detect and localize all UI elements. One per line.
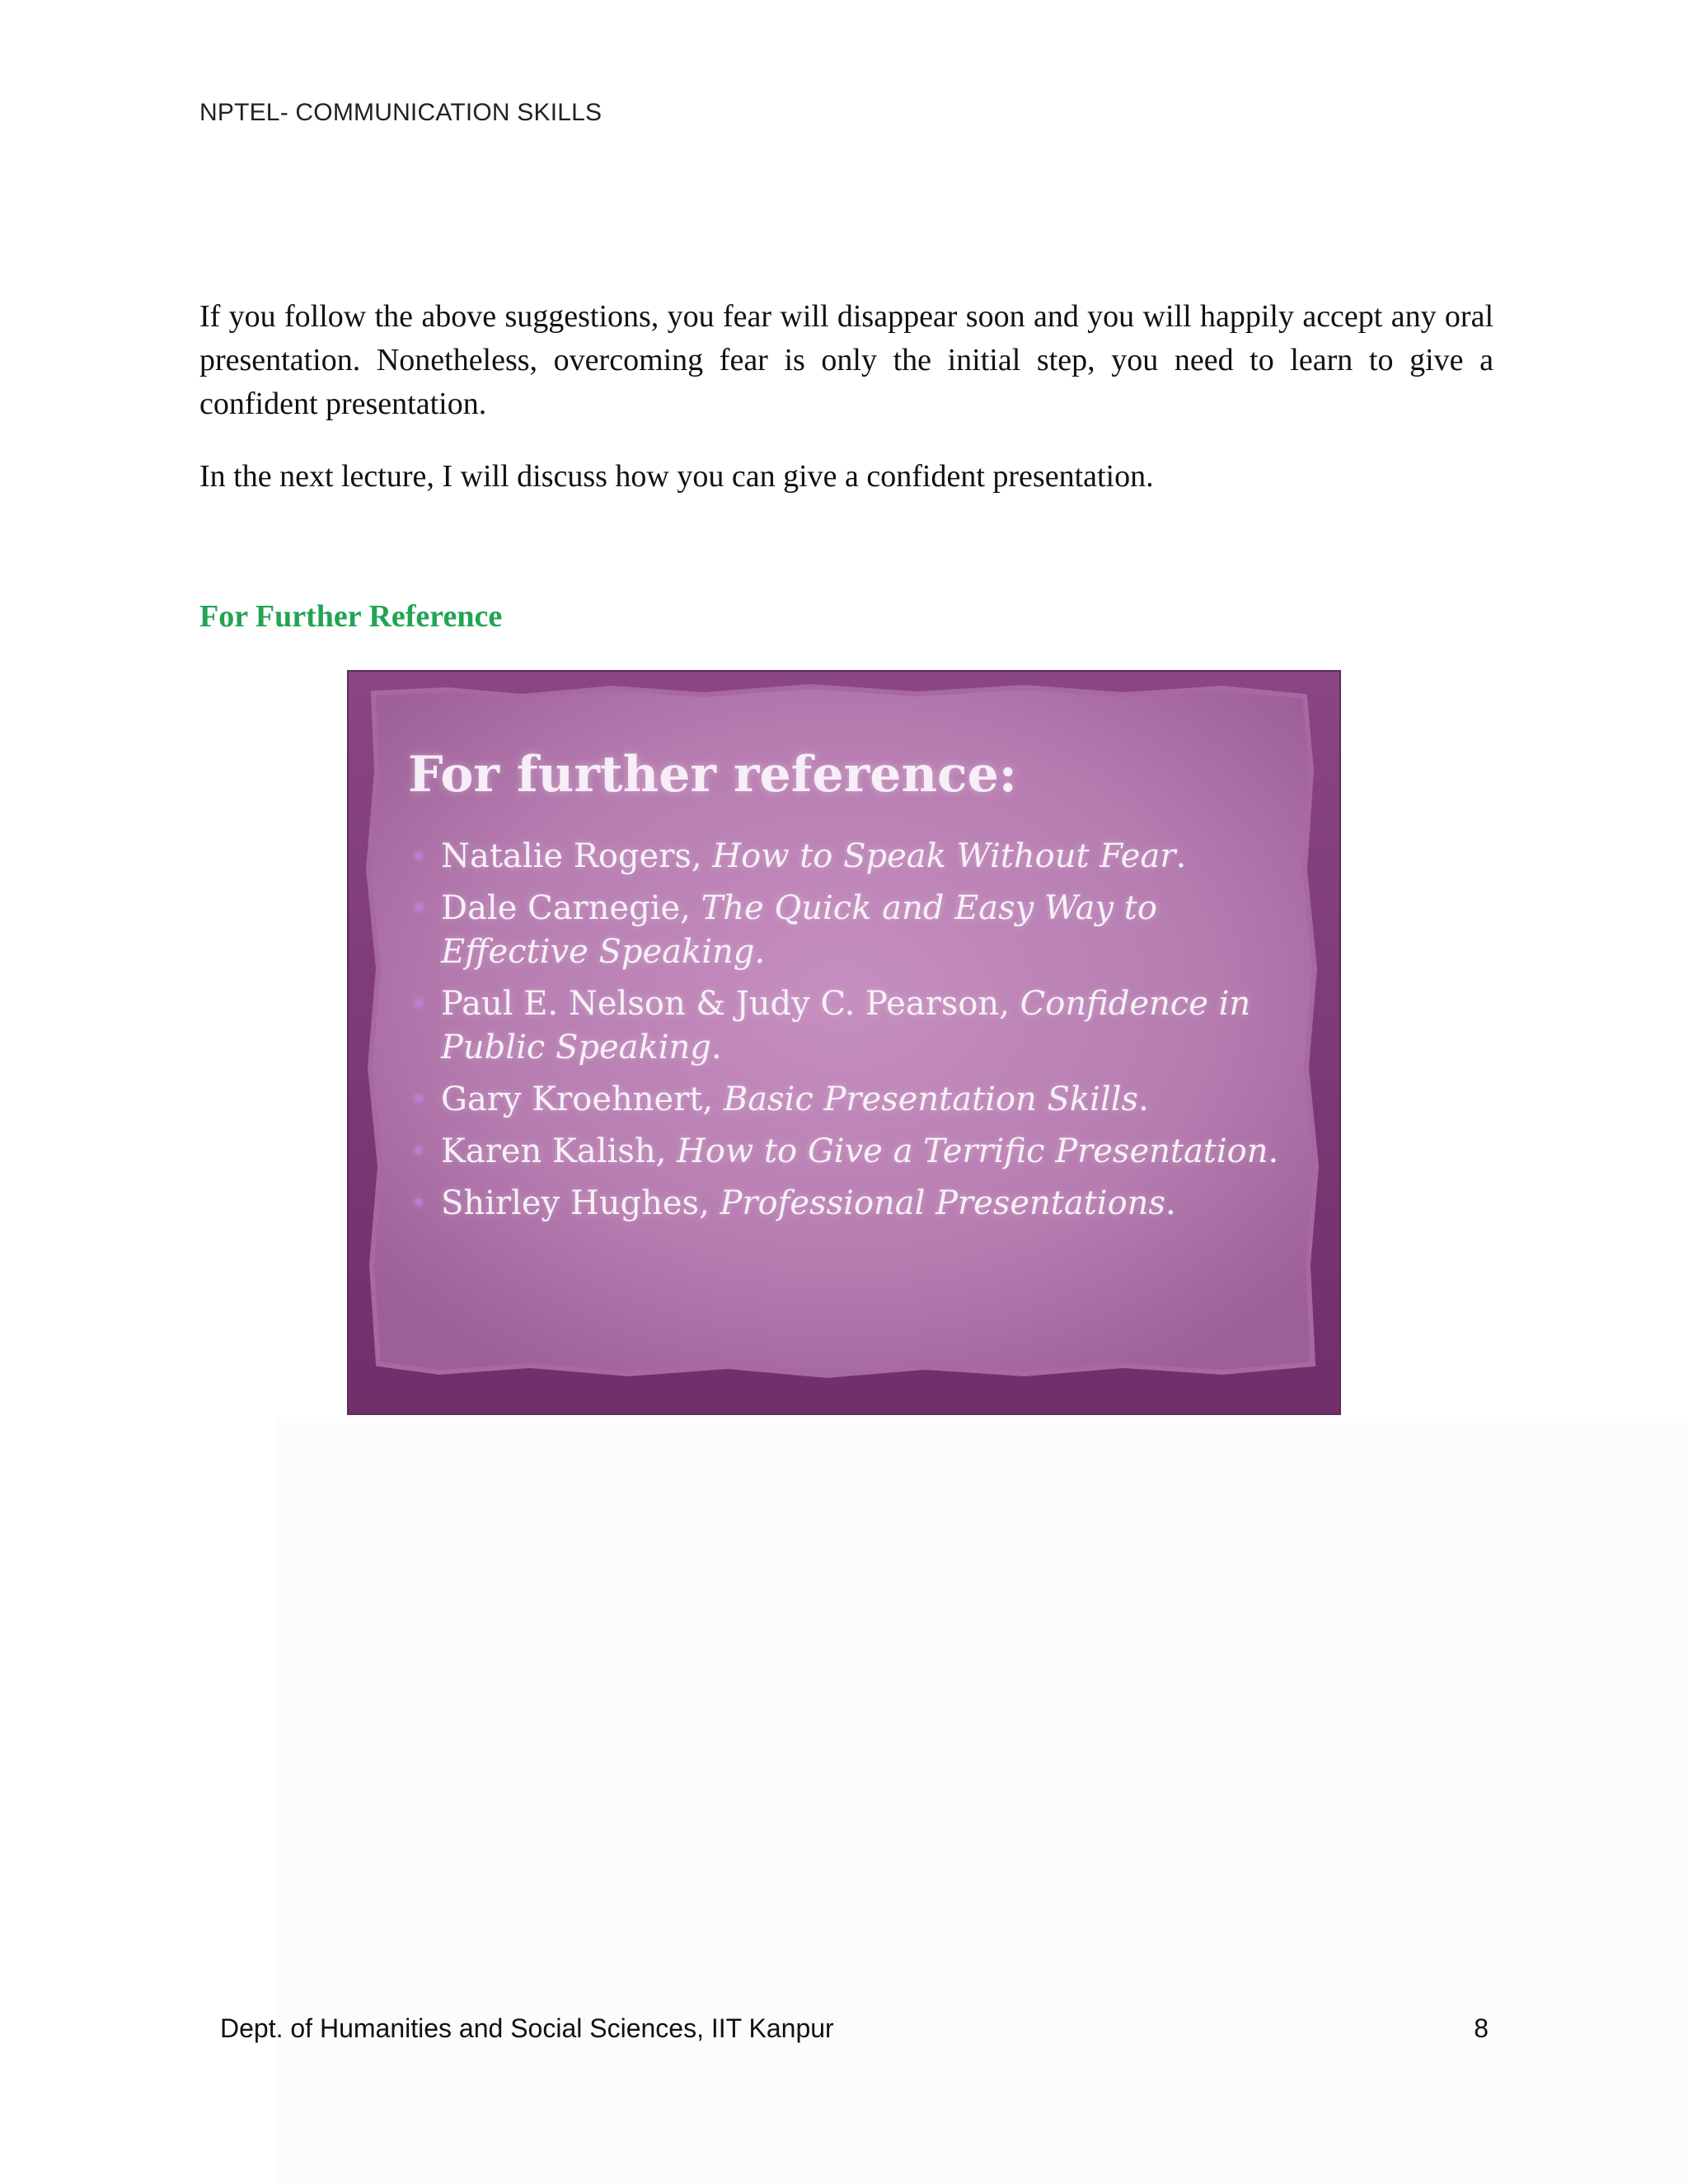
reference-title: How to Give a Terrific Presentation (677, 1132, 1268, 1170)
reference-end: . (710, 1029, 722, 1066)
list-item (411, 1130, 1285, 1174)
reference-slide-image (347, 670, 1341, 1415)
page-background (276, 1418, 1688, 2184)
reference-end: . (1175, 837, 1187, 875)
reference-list (411, 835, 1285, 1234)
body-paragraph: In the next lecture, I will discuss how you can give a confident presentation. (199, 459, 1154, 494)
page-number: 8 (1474, 2013, 1489, 2043)
reference-end: . (1138, 1080, 1149, 1118)
reference-title: Professional Presentations (720, 1184, 1165, 1222)
list-item (411, 1182, 1285, 1226)
bullet-icon: • (411, 894, 426, 923)
reference-author: Dale Carnegie, (441, 889, 701, 927)
reference-author: Shirley Hughes, (441, 1184, 720, 1222)
bullet-icon: • (411, 842, 426, 871)
reference-title: How to Speak Without Fear (712, 837, 1176, 875)
reference-author: Gary Kroehnert, (441, 1080, 724, 1118)
reference-title: Confidence in Public Speaking (441, 985, 1251, 1066)
reference-author: Natalie Rogers, (441, 837, 713, 875)
bullet-icon: • (411, 1137, 426, 1166)
reference-end: . (1268, 1132, 1279, 1170)
reference-author: Paul E. Nelson & Judy C. Pearson, (441, 985, 1020, 1023)
body-paragraph: If you follow the above suggestions, you fear will disappear soon and you will happily accept any oral presentation. Nonetheless, overcoming fear is only the initial step, you need to learn to give a confident presentation. (199, 299, 1493, 421)
bullet-icon: • (411, 990, 426, 1019)
footer-department: Dept. of Humanities and Social Sciences, IIT Kanpur (220, 2013, 834, 2043)
reference-title: Basic Presentation Skills (723, 1080, 1139, 1118)
list-item (411, 835, 1285, 879)
bullet-icon: • (411, 1085, 426, 1114)
section-heading: For Further Reference (199, 599, 503, 634)
bullet-icon: • (411, 1189, 426, 1218)
reference-author: Karen Kalish, (441, 1132, 678, 1170)
list-item (411, 982, 1285, 1070)
page-header: NPTEL- COMMUNICATION SKILLS (199, 99, 603, 126)
slide-title: For further reference: (408, 746, 1017, 804)
list-item (411, 1078, 1285, 1122)
reference-title: The Quick and Easy Way to Effective Speaking. (441, 889, 1157, 971)
list-item (411, 887, 1285, 974)
reference-end: . (1165, 1184, 1176, 1222)
